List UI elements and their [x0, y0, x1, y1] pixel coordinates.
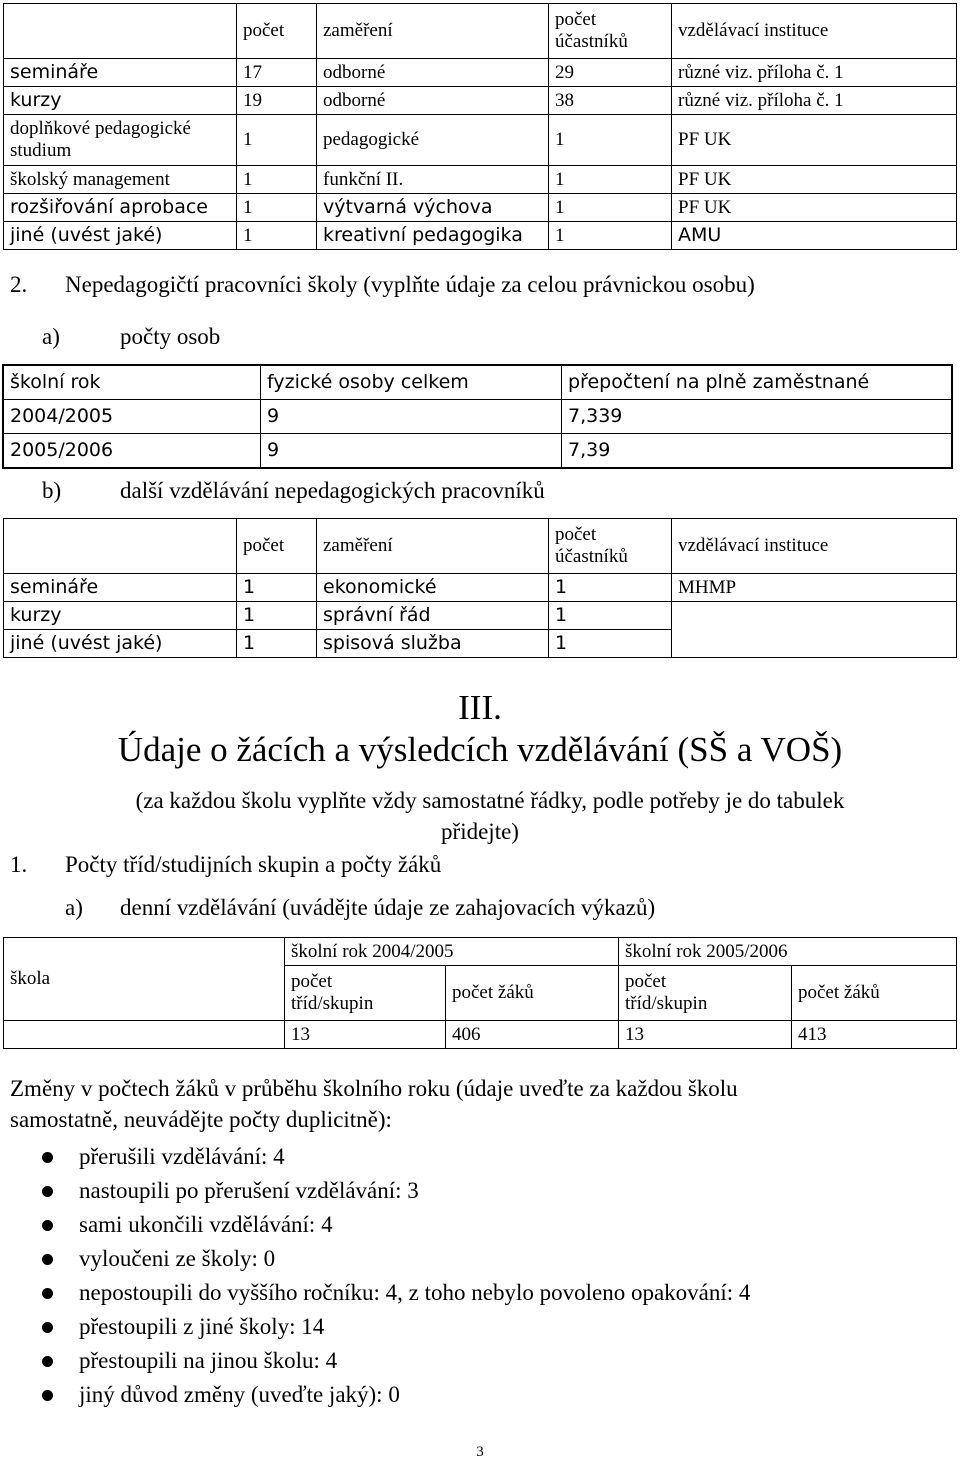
bullet-icon	[42, 1186, 53, 1197]
header-cell: počet žáků	[792, 966, 957, 1021]
bullet-icon	[42, 1356, 53, 1367]
table-cell: PF UK	[672, 194, 957, 222]
subsection-title: denní vzdělávání (uvádějte údaje ze zahajovacích výkazů)	[120, 895, 656, 920]
class-count-table	[3, 937, 957, 1049]
header-cell	[4, 4, 237, 59]
table-row	[3, 400, 952, 434]
bullet-icon	[42, 1254, 53, 1265]
header-cell: zaměření	[317, 519, 549, 574]
table-cell: 1	[237, 222, 317, 250]
table-row	[4, 194, 957, 222]
list-item: nepostoupili do vyššího ročníku: 4, z toho nebylo povoleno opakování: 4	[0, 1276, 750, 1310]
table-cell: 29	[549, 59, 672, 87]
subsection-letter: a)	[65, 895, 83, 920]
table-cell: 38	[549, 87, 672, 115]
changes-list	[0, 1140, 750, 1412]
table-cell: kreativní pedagogika	[317, 222, 549, 250]
section-number: 1.	[10, 852, 28, 877]
list-item: nastoupili po přerušení vzdělávání: 3	[0, 1174, 750, 1208]
table-cell: 1	[237, 115, 317, 166]
header-cell: počet	[237, 519, 317, 574]
table-cell: 1	[549, 630, 672, 658]
table-cell	[672, 602, 957, 658]
table-cell: různé viz. příloha č. 1	[672, 87, 957, 115]
table-cell: 13	[285, 1021, 446, 1049]
section-title: Počty tříd/studijních skupin a počty žáků	[65, 852, 442, 877]
staff-training-table	[3, 518, 957, 658]
table-cell: 1	[549, 574, 672, 602]
table-cell: 1	[237, 602, 317, 630]
section-number: 2.	[10, 272, 28, 297]
bullet-icon	[42, 1288, 53, 1299]
table-cell: 1	[237, 630, 317, 658]
table-cell: AMU	[672, 222, 957, 250]
chapter-title: Údaje o žácích a výsledcích vzdělávání (SŠ a VOŠ)	[117, 730, 843, 769]
table-cell: pedagogické	[317, 115, 549, 166]
table-cell: 406	[446, 1021, 619, 1049]
table-cell: 2004/2005	[3, 400, 261, 434]
table-cell: kurzy	[4, 87, 237, 115]
subsection-letter: b)	[42, 478, 62, 503]
table-cell: 1	[549, 222, 672, 250]
table-cell: 1	[549, 166, 672, 194]
table-cell: 413	[792, 1021, 957, 1049]
header-cell: počet	[237, 4, 317, 59]
table-cell: semináře	[4, 574, 237, 602]
table-cell: jiné (uvést jaké)	[4, 630, 237, 658]
header-cell: školní rok	[3, 365, 261, 400]
table-cell: doplňkové pedagogické studium	[4, 115, 237, 166]
list-item: přestoupili na jinou školu: 4	[0, 1344, 750, 1378]
header-cell: počet účastníků	[549, 519, 672, 574]
table-cell: 2005/2006	[3, 434, 261, 469]
table-cell: 1	[237, 166, 317, 194]
table-cell: ekonomické	[317, 574, 549, 602]
table-cell: správní řád	[317, 602, 549, 630]
table-header-row	[3, 365, 952, 400]
table-cell: 17	[237, 59, 317, 87]
table-cell: spisová služba	[317, 630, 549, 658]
header-cell: školní rok 2005/2006	[619, 938, 957, 966]
table-cell: 1	[549, 194, 672, 222]
table-cell: 19	[237, 87, 317, 115]
table-cell: odborné	[317, 59, 549, 87]
changes-intro: Změny v počtech žáků v průběhu školního roku (údaje uveďte za každou školu	[10, 1076, 738, 1101]
table-cell: 1	[237, 194, 317, 222]
table-header-row	[4, 4, 957, 59]
table-cell: 9	[261, 434, 562, 469]
header-cell: školní rok 2004/2005	[285, 938, 619, 966]
table-cell: 13	[619, 1021, 792, 1049]
chapter-note: přidejte)	[441, 819, 519, 844]
table-header-row	[4, 938, 957, 966]
table-cell: výtvarná výchova	[317, 194, 549, 222]
table-row	[4, 166, 957, 194]
table-cell: MHMP	[672, 574, 957, 602]
table-row	[4, 574, 957, 602]
list-item: jiný důvod změny (uveďte jaký): 0	[0, 1378, 750, 1412]
table-row	[4, 59, 957, 87]
header-cell: škola	[4, 938, 285, 1021]
table-cell: 7,39	[562, 434, 953, 469]
table-row	[3, 434, 952, 469]
table-cell: různé viz. příloha č. 1	[672, 59, 957, 87]
table-cell: PF UK	[672, 115, 957, 166]
header-cell: vzdělávací instituce	[672, 519, 957, 574]
table-cell: jiné (uvést jaké)	[4, 222, 237, 250]
section-title: Nepedagogičtí pracovníci školy (vyplňte údaje za celou právnickou osobu)	[65, 272, 755, 297]
subsection-title: počty osob	[120, 324, 221, 349]
table-cell	[4, 1021, 285, 1049]
header-cell: počet žáků	[446, 966, 619, 1021]
table-row	[4, 602, 957, 630]
header-cell: počet tříd/skupin	[619, 966, 792, 1021]
table-cell: 1	[549, 115, 672, 166]
bullet-icon	[42, 1220, 53, 1231]
list-item: přerušili vzdělávání: 4	[0, 1140, 750, 1174]
changes-intro: samostatně, neuvádějte počty duplicitně):	[10, 1107, 392, 1132]
header-cell	[4, 519, 237, 574]
table-cell: 9	[261, 400, 562, 434]
header-cell: přepočtení na plně zaměstnané	[562, 365, 953, 400]
bullet-icon	[42, 1390, 53, 1401]
subsection-letter: a)	[42, 324, 60, 349]
chapter-number: III.	[458, 688, 502, 727]
table-row	[4, 222, 957, 250]
table-cell: semináře	[4, 59, 237, 87]
table-cell: PF UK	[672, 166, 957, 194]
table-cell: 1	[549, 602, 672, 630]
table-header-row	[4, 519, 957, 574]
header-cell: fyzické osoby celkem	[261, 365, 562, 400]
table-row	[4, 1021, 957, 1049]
table-cell: funkční II.	[317, 166, 549, 194]
header-cell: vzdělávací instituce	[672, 4, 957, 59]
bullet-icon	[42, 1322, 53, 1333]
header-cell: zaměření	[317, 4, 549, 59]
chapter-note: (za každou školu vyplňte vždy samostatné řádky, podle potřeby je do tabulek	[135, 788, 845, 813]
list-item: sami ukončili vzdělávání: 4	[0, 1208, 750, 1242]
table-cell: 7,339	[562, 400, 953, 434]
table-cell: kurzy	[4, 602, 237, 630]
teacher-training-table	[3, 3, 957, 250]
table-cell: odborné	[317, 87, 549, 115]
page-number: 3	[476, 1444, 484, 1460]
table-row	[4, 87, 957, 115]
staff-count-table	[2, 364, 953, 469]
header-cell: počet účastníků	[549, 4, 672, 59]
table-row	[4, 115, 957, 166]
list-item: přestoupili z jiné školy: 14	[0, 1310, 750, 1344]
table-cell: školský management	[4, 166, 237, 194]
table-cell: rozšiřování aprobace	[4, 194, 237, 222]
table-cell: 1	[237, 574, 317, 602]
subsection-title: další vzdělávání nepedagogických pracovníků	[120, 478, 545, 503]
list-item: vyloučeni ze školy: 0	[0, 1242, 750, 1276]
header-cell: počet tříd/skupin	[285, 966, 446, 1021]
bullet-icon	[42, 1152, 53, 1163]
